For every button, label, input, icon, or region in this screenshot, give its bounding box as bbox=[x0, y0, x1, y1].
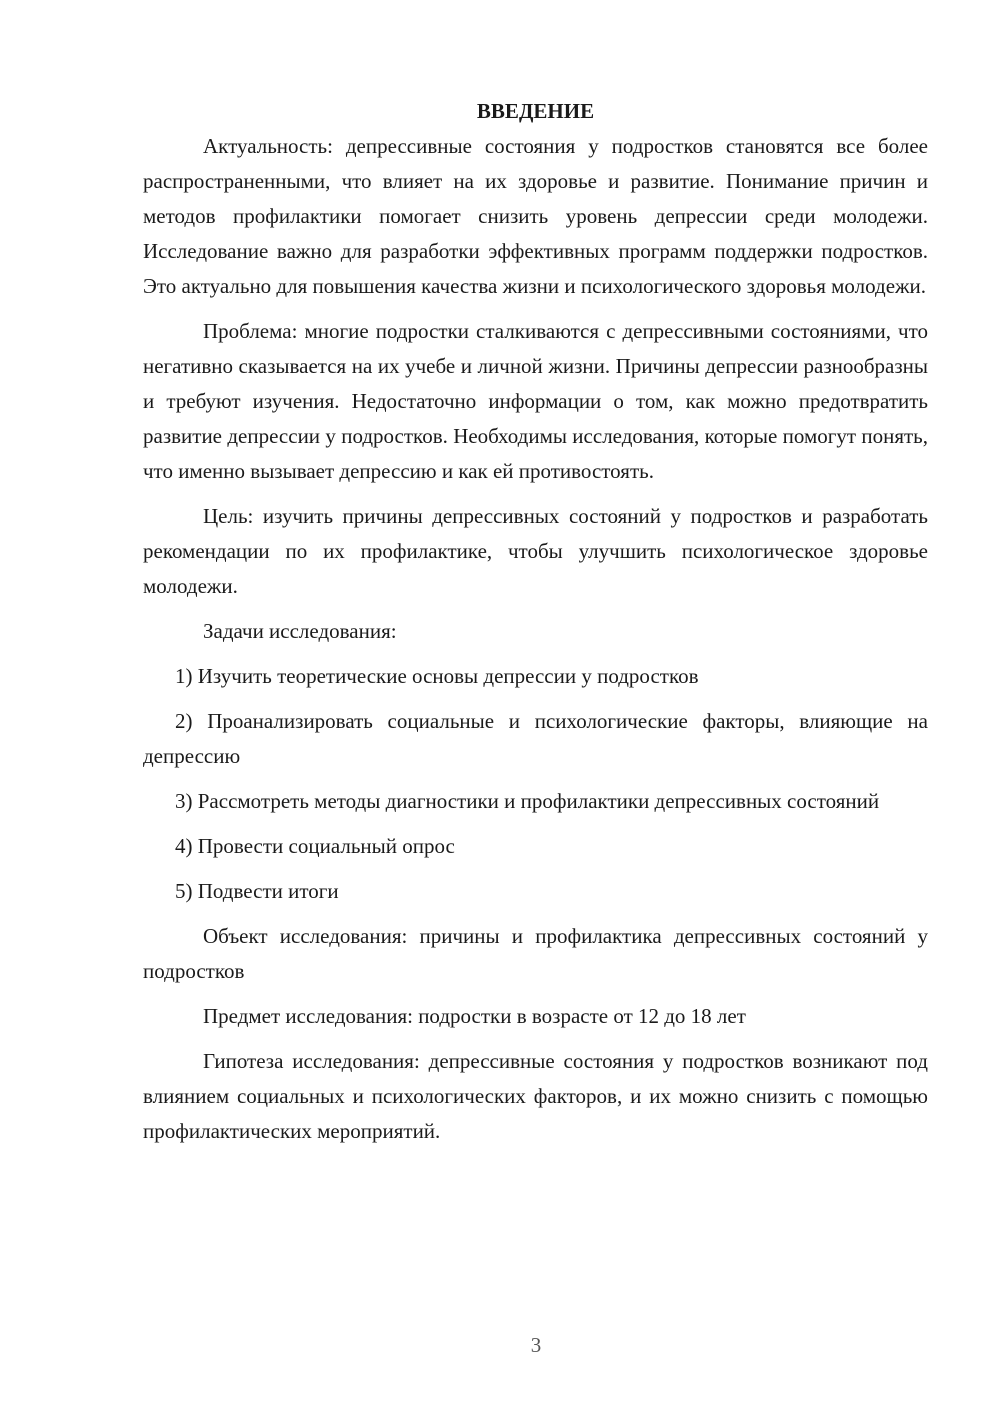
document-page bbox=[143, 94, 928, 1159]
task-item: 1) Изучить теоретические основы депрессии у подростков bbox=[175, 664, 699, 688]
object-paragraph: Объект исследования: причины и профилактика депрессивных состояний у подростков bbox=[143, 924, 928, 983]
hypothesis-paragraph: Гипотеза исследования: депрессивные состояния у подростков возникают под влиянием социальных и психологических факторов, и их можно снизить с помощью профилактических мероприятий. bbox=[143, 1049, 928, 1143]
problem-paragraph: Проблема: многие подростки сталкиваются с депрессивными состояниями, что негативно сказывается на их учебе и личной жизни. Причины депрессии разнообразны и требуют изучения. Недостаточно информации о том, как можно предотвратить развитие депрессии у подростков. Необходимы исследования, которые помогут понять, что именно вызывает депрессию и как ей противостоять. bbox=[143, 319, 928, 483]
tasks-list bbox=[143, 659, 928, 909]
task-item: 3) Рассмотреть методы диагностики и профилактики депрессивных состояний bbox=[175, 789, 880, 813]
page-title: ВВЕДЕНИЕ bbox=[476, 99, 595, 123]
tasks-heading: Задачи исследования: bbox=[203, 619, 397, 643]
page-number: 3 bbox=[530, 1333, 542, 1357]
task-item: 2) Проанализировать социальные и психологические факторы, влияющие на депрессию bbox=[143, 709, 928, 768]
goal-paragraph: Цель: изучить причины депрессивных состояний у подростков и разработать рекомендации по их профилактике, чтобы улучшить психологическое здоровье молодежи. bbox=[143, 504, 928, 598]
relevance-paragraph: Актуальность: депрессивные состояния у подростков становятся все более распространенными, что влияет на их здоровье и развитие. Понимание причин и методов профилактики помогает снизить уровень депрессии среди молодежи. Исследование важно для разработки эффективных программ поддержки подростков. Это актуально для повышения качества жизни и психологического здоровья молодежи. bbox=[143, 134, 928, 298]
task-item: 5) Подвести итоги bbox=[175, 879, 339, 903]
subject-paragraph: Предмет исследования: подростки в возрасте от 12 до 18 лет bbox=[203, 1004, 746, 1028]
task-item: 4) Провести социальный опрос bbox=[175, 834, 455, 858]
